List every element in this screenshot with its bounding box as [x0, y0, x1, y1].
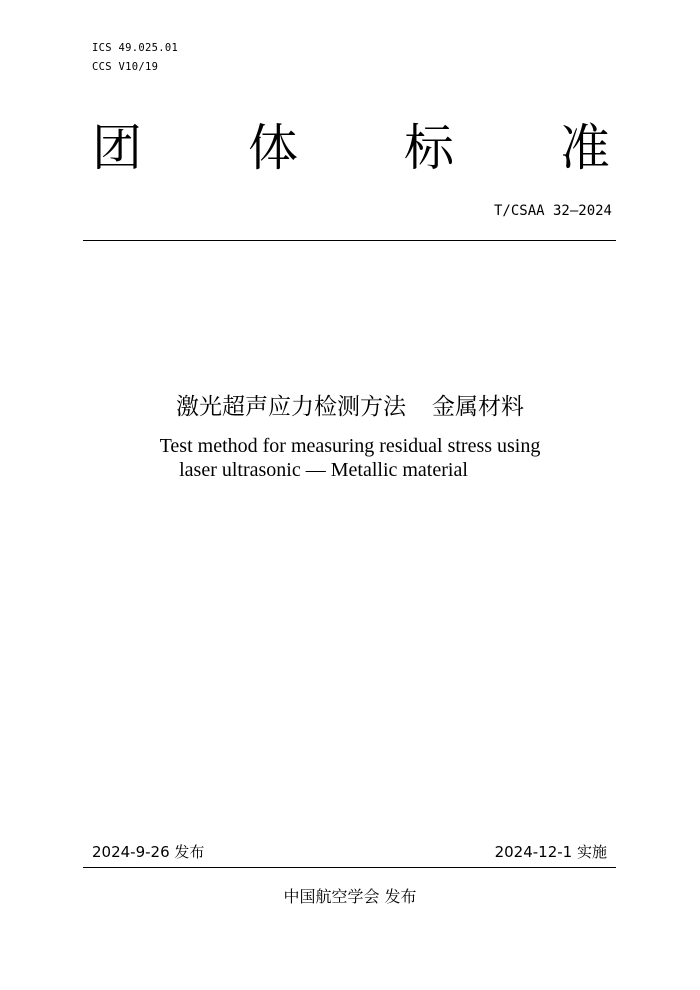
issue-date: 2024-9-26 发布 [92, 843, 205, 861]
english-title-line-2: laser ultrasonic — Metallic material [179, 459, 468, 481]
standard-number: T/CSAA 32—2024 [493, 203, 612, 219]
english-title-line-1: Test method for measuring residual stress using [159, 435, 541, 457]
top-divider [83, 240, 616, 241]
ics-code: ICS 49.025.01 [92, 42, 179, 54]
chinese-title-main: 激光超声应力检测方法 [176, 394, 406, 420]
classification-codes [92, 39, 178, 77]
chinese-title-sub: 金属材料 [432, 394, 524, 420]
english-title [0, 434, 700, 482]
standard-type-heading [92, 118, 610, 178]
bottom-divider [83, 867, 616, 868]
heading-char-2: 体 [248, 119, 298, 177]
heading-char-4: 准 [560, 119, 610, 177]
heading-char-1: 团 [92, 119, 142, 177]
ccs-code: CCS V10/19 [92, 61, 159, 73]
implementation-date: 2024-12-1 实施 [494, 843, 607, 861]
heading-char-3: 标 [404, 119, 454, 177]
publisher: 中国航空学会 发布 [283, 887, 417, 906]
chinese-title [0, 390, 700, 424]
